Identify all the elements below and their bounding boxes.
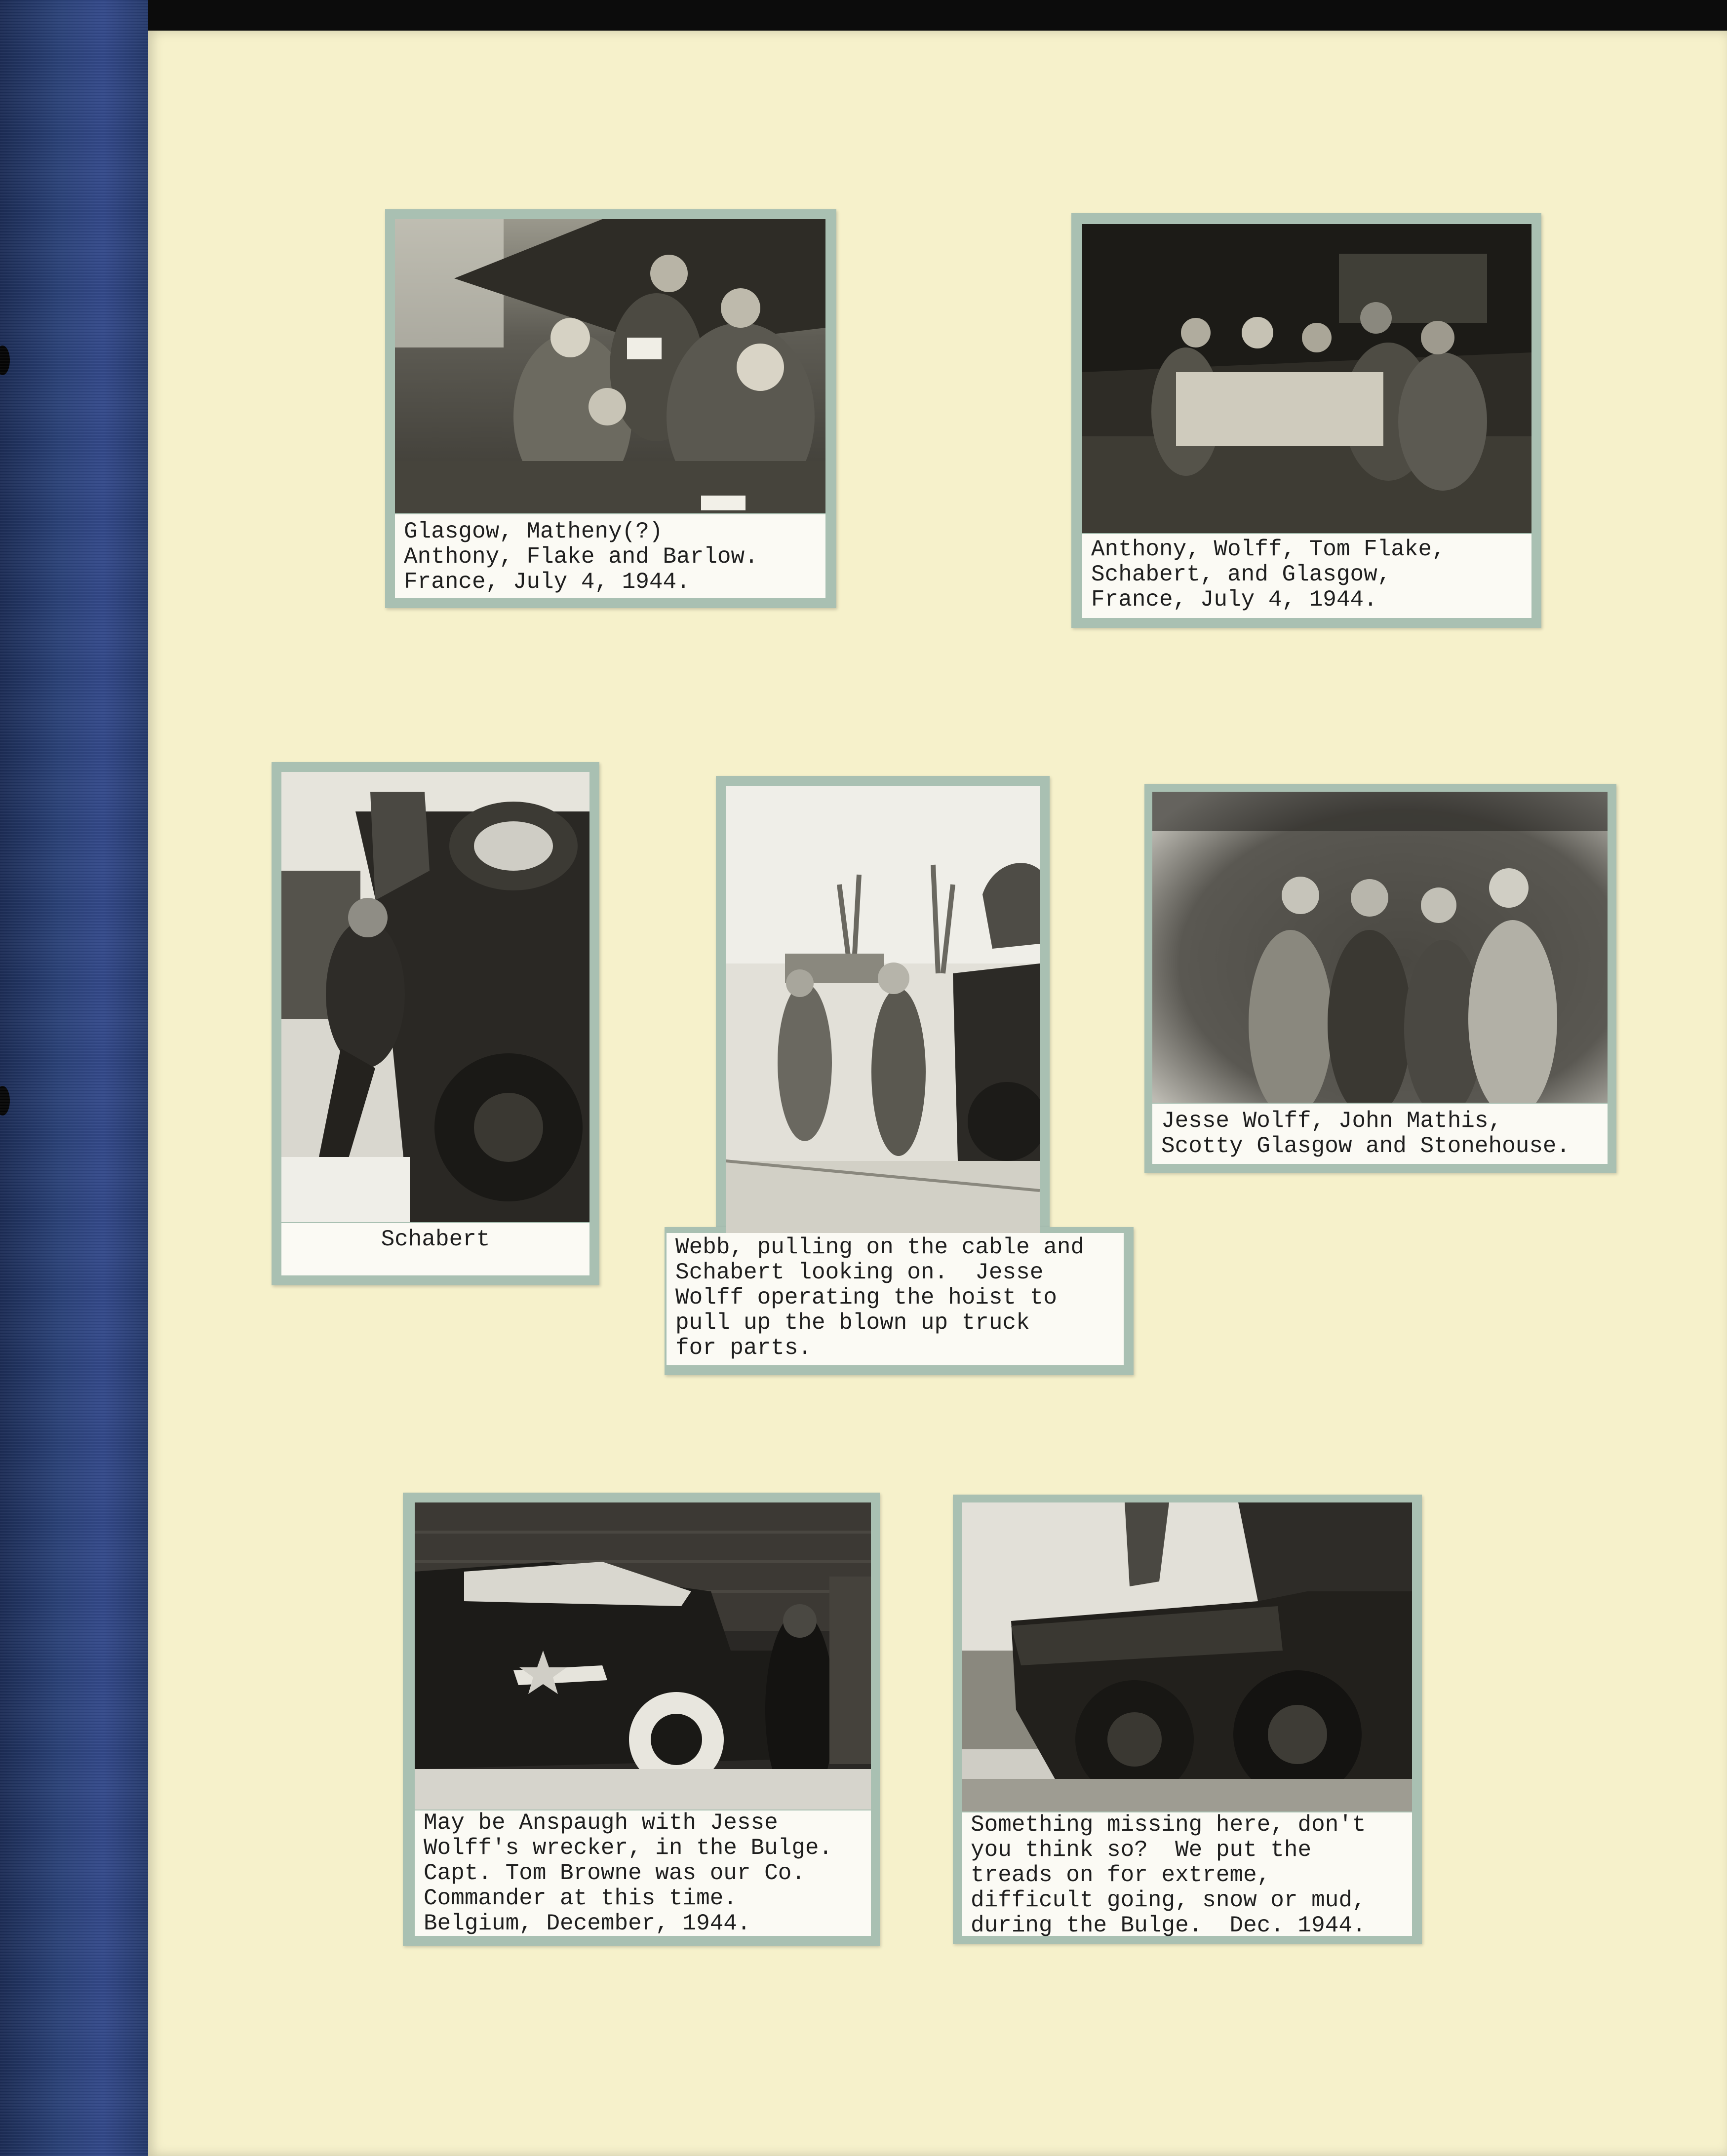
photograph-four-men-posing [1152,792,1608,1103]
photograph-truck-with-treads [962,1502,1412,1811]
caption-line: Wolff's wrecker, in the Bulge. [424,1835,833,1861]
caption-line: France, July 4, 1944. [404,569,690,595]
caption-line: May be Anspaugh with Jesse [424,1810,778,1836]
binding-hole [0,346,10,375]
caption-line: Anthony, Wolff, Tom Flake, [1091,537,1446,562]
caption-line: pull up the blown up truck [675,1310,1030,1336]
caption-line: Capt. Tom Browne was our Co. [424,1860,805,1886]
caption-line: Belgium, December, 1944. [424,1911,751,1936]
caption-line: Wolff operating the hoist to [675,1285,1057,1310]
caption-line: Anthony, Flake and Barlow. [404,544,758,570]
photo-caption-4 [667,1233,1124,1365]
caption-line: Commander at this time. [424,1886,737,1911]
caption-line: difficult going, snow or mud, [971,1887,1366,1913]
caption-line: Schabert, and Glasgow, [1091,562,1391,587]
caption-line: Webb, pulling on the cable and [675,1234,1085,1260]
photograph-snowy-wrecker-truck [415,1502,871,1810]
photo-caption-3 [281,1223,589,1275]
caption-line: for parts. [675,1335,812,1361]
caption-line: Schabert looking on. Jesse [675,1260,1044,1285]
photo-caption-7 [962,1812,1412,1936]
photograph-soldiers-at-wrecked-truck [726,786,1040,1239]
photograph-soldiers-reading-newspaper [1082,224,1531,533]
caption-line: treads on for extreme, [971,1862,1271,1888]
caption-line: France, July 4, 1944. [1091,587,1377,613]
caption-line: Schabert [381,1227,490,1252]
caption-line: during the Bulge. Dec. 1944. [971,1913,1366,1938]
caption-line: Glasgow, Matheny(?) [404,519,663,544]
photograph-soldier-climbing-truck [281,772,589,1222]
photograph-soldiers-reading-letters [395,219,825,513]
album-binding [0,0,148,2156]
caption-line: Jesse Wolff, John Mathis, [1161,1108,1502,1134]
caption-line: Scotty Glasgow and Stonehouse. [1161,1133,1570,1159]
caption-line: Something missing here, don't [971,1812,1366,1838]
photo-caption-5 [1152,1104,1608,1164]
photo-caption-2 [1082,534,1531,618]
binding-hole [0,1086,10,1116]
photo-caption-6 [415,1810,871,1936]
photo-caption-1 [395,514,825,598]
caption-line: you think so? We put the [971,1837,1312,1863]
